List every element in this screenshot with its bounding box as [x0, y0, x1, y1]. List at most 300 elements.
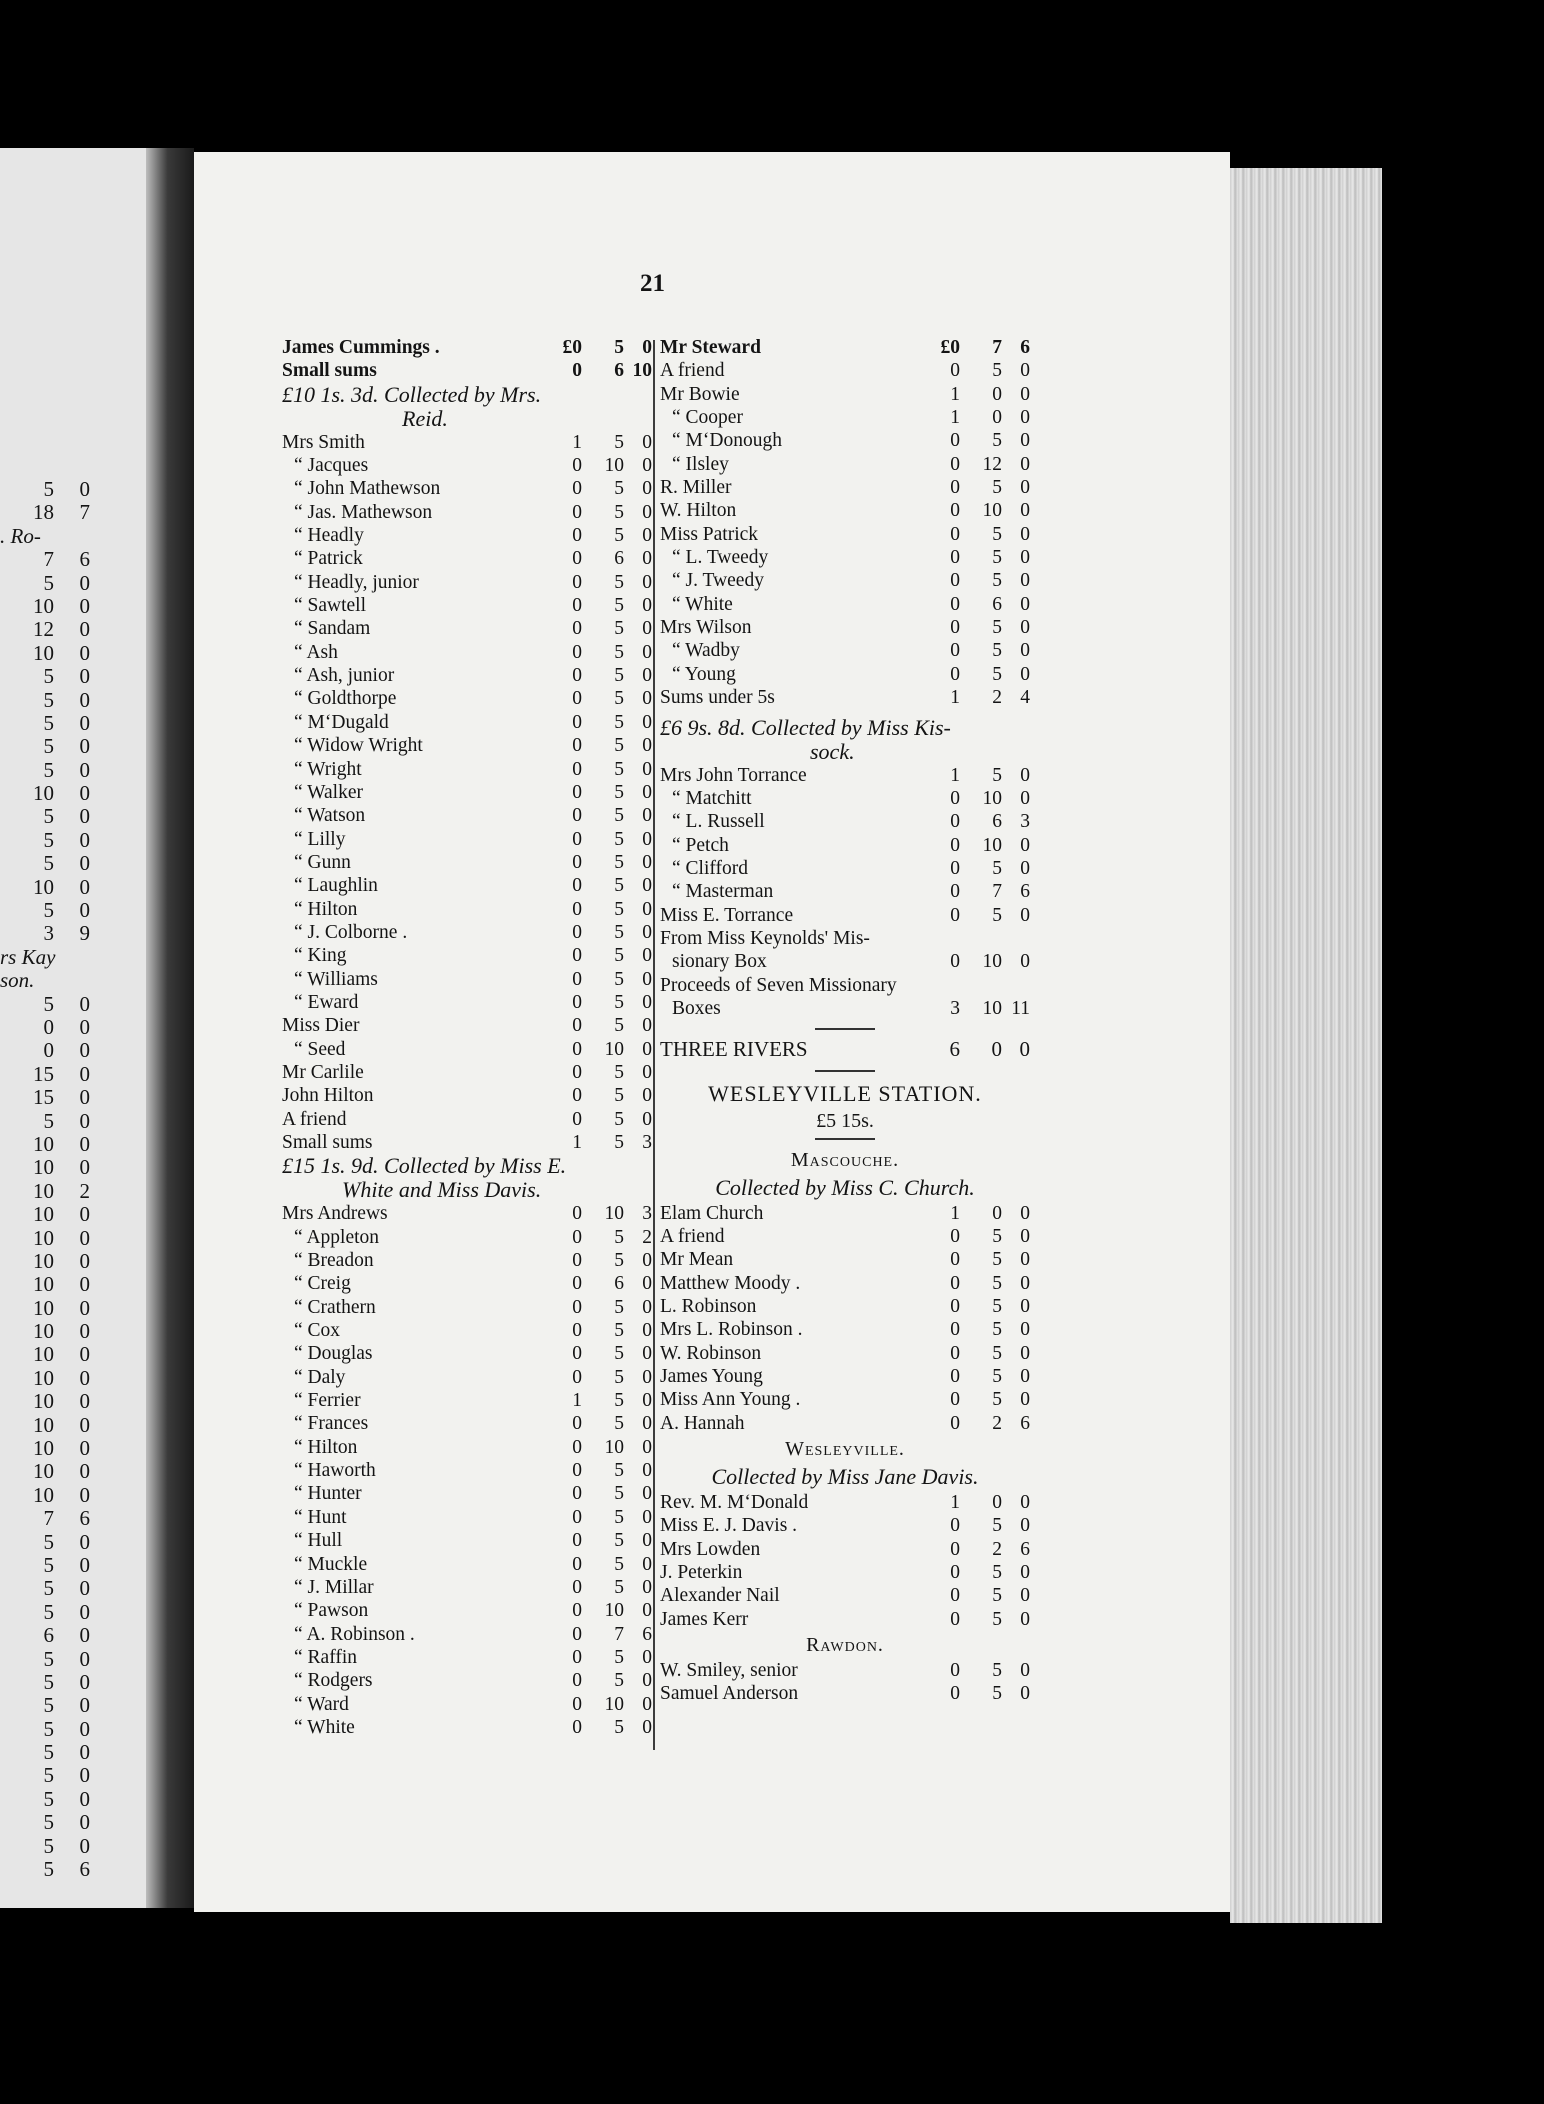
entry-row [282, 1226, 652, 1249]
pence: 0 [79, 1295, 90, 1320]
shillings: 5 [992, 477, 1002, 499]
entry-name: “ Haworth [294, 1460, 376, 1482]
entry-row [660, 857, 1030, 880]
left-fragment-row [0, 1718, 146, 1741]
shillings: 2 [992, 1538, 1002, 1560]
entry-row [282, 1482, 652, 1505]
pence: 0 [642, 1483, 652, 1505]
shillings: 5 [992, 640, 1002, 662]
pence: 0 [1020, 1366, 1030, 1388]
pounds: 0 [572, 851, 582, 873]
shillings: 5 [43, 1576, 54, 1601]
entry-row [282, 594, 652, 617]
pence: 0 [642, 1716, 652, 1738]
shillings: 6 [614, 1273, 624, 1295]
pence: 0 [79, 1108, 90, 1133]
shillings: 5 [614, 851, 624, 873]
left-fragment-row [0, 1601, 146, 1624]
pounds: 0 [572, 548, 582, 570]
pence: 0 [642, 1061, 652, 1083]
pounds: 0 [950, 617, 960, 639]
pence: 0 [642, 711, 652, 733]
pence: 10 [632, 360, 652, 382]
shillings: 5 [43, 570, 54, 595]
shillings: 10 [33, 1272, 54, 1297]
shillings: 10 [33, 640, 54, 665]
pence: 4 [1020, 687, 1030, 709]
pence: 0 [1020, 407, 1030, 429]
entry-name: “ Williams [294, 968, 378, 990]
pence: 0 [642, 1015, 652, 1037]
section-rule [815, 1138, 875, 1140]
pence: 0 [1020, 1562, 1030, 1584]
entry-name: W. Robinson [660, 1342, 762, 1364]
pounds: 0 [572, 501, 582, 523]
shillings: 10 [604, 1203, 624, 1225]
pence: 0 [642, 1250, 652, 1272]
pounds: 0 [572, 525, 582, 547]
pounds: 0 [572, 618, 582, 640]
shillings: 5 [614, 431, 624, 453]
pounds: 0 [950, 951, 960, 973]
entry-name: John Hilton [282, 1085, 374, 1107]
pounds: 0 [950, 1342, 960, 1364]
shillings: 5 [614, 337, 624, 358]
shillings: 5 [43, 477, 54, 501]
entry-name: Miss E. J. Davis . [660, 1515, 798, 1537]
shillings: 10 [33, 1295, 54, 1320]
entry-row [282, 711, 652, 734]
shillings: 5 [992, 1585, 1002, 1607]
pence: 0 [642, 758, 652, 780]
pence: 0 [79, 1763, 90, 1788]
entry-name: Alexander Nail [660, 1585, 780, 1607]
entry-name: L. Robinson [660, 1296, 757, 1317]
shillings: 5 [43, 664, 54, 689]
entry-name: “ Pawson [294, 1600, 369, 1622]
shillings: 10 [982, 997, 1002, 1019]
pence: 0 [79, 1786, 90, 1811]
entry-row [660, 1248, 1030, 1271]
entry-name: “ J. Millar [294, 1576, 374, 1598]
left-fragment-row [0, 1227, 146, 1250]
left-fragment-row [0, 876, 146, 899]
shillings: 5 [992, 904, 1002, 926]
entry-name: “ Watson [294, 805, 366, 827]
pounds: 0 [572, 1108, 582, 1130]
entry-name: A. Hannah [660, 1412, 745, 1434]
entry-name: Mrs John Torrance [660, 764, 807, 786]
pence: 0 [79, 617, 90, 642]
pence: 0 [642, 1085, 652, 1107]
shillings: 10 [982, 834, 1002, 856]
shillings: 10 [33, 874, 54, 899]
entry-name: Mrs Smith [282, 431, 365, 453]
shillings: 7 [614, 1623, 624, 1645]
shillings: 5 [992, 1296, 1002, 1317]
shillings: 5 [992, 1660, 1002, 1682]
left-fragment-row [0, 1203, 146, 1226]
pence: 0 [642, 875, 652, 897]
pence: 0 [79, 1412, 90, 1437]
shillings: 7 [43, 547, 54, 572]
pounds: 0 [572, 1413, 582, 1435]
shillings: 15 [33, 1061, 54, 1086]
pounds: 0 [950, 523, 960, 545]
shillings: 18 [33, 500, 54, 525]
entry-row [282, 1014, 652, 1037]
left-fragment-row [0, 1858, 146, 1881]
pence: 0 [1020, 1389, 1030, 1411]
pence: 0 [1020, 834, 1030, 856]
pounds: 0 [950, 1296, 960, 1317]
entry-row [282, 641, 652, 664]
pence: 0 [79, 991, 90, 1016]
shillings: 5 [614, 1226, 624, 1248]
pence: 0 [642, 665, 652, 687]
entry-row [660, 1295, 1030, 1318]
column-divider [653, 340, 655, 1750]
entry-name: Miss E. Torrance [660, 904, 794, 926]
entry-name: “ John Mathewson [294, 478, 441, 500]
collection-header: Collected by Miss Jane Davis. [711, 1464, 979, 1490]
shillings: 5 [43, 1599, 54, 1624]
shillings: 5 [992, 570, 1002, 592]
shillings: 5 [614, 828, 624, 850]
shillings: 5 [614, 1716, 624, 1738]
entry-row [660, 406, 1030, 429]
pounds: 0 [950, 593, 960, 615]
entry-name: “ Breadon [294, 1250, 374, 1272]
entry-name: Small sums [282, 360, 377, 382]
shillings: 10 [604, 1436, 624, 1458]
shillings: 6 [992, 811, 1002, 833]
entry-row [660, 1202, 1030, 1225]
entry-name: “ Ward [294, 1693, 349, 1715]
three-rivers-entry [660, 1038, 1030, 1061]
left-fragment-row [0, 712, 146, 735]
left-fragment-row [0, 1297, 146, 1320]
entry-name: Mr Steward [660, 337, 761, 358]
shillings: 10 [33, 1459, 54, 1484]
shillings: 2 [992, 687, 1002, 709]
pence: 0 [642, 478, 652, 500]
left-fragment-row [0, 1320, 146, 1343]
shillings: 7 [992, 337, 1002, 358]
shillings: 5 [614, 1250, 624, 1272]
shillings: 10 [33, 1482, 54, 1507]
pounds: 0 [950, 360, 960, 382]
left-fragment-row [0, 1437, 146, 1460]
shillings: 5 [43, 1857, 54, 1882]
entry-row [660, 1412, 1030, 1435]
entry-name: “ M‘Dugald [294, 711, 389, 733]
pence: 0 [1020, 1342, 1030, 1364]
left-fragment-row [0, 1156, 146, 1179]
entry-name: “ L. Russell [672, 811, 765, 833]
pence: 0 [642, 641, 652, 663]
pence: 0 [1020, 430, 1030, 452]
entry-name: “ M‘Donough [672, 430, 782, 452]
pounds: 0 [572, 1576, 582, 1598]
left-fragment-row [0, 1063, 146, 1086]
pence: 0 [642, 1530, 652, 1552]
pence: 3 [1020, 811, 1030, 833]
entry-row [282, 664, 652, 687]
left-fragment-row [0, 922, 146, 945]
shillings: 5 [614, 1343, 624, 1365]
pence: 0 [1020, 593, 1030, 615]
pence: 0 [79, 1085, 90, 1110]
pence: 0 [642, 805, 652, 827]
pence: 0 [1020, 1515, 1030, 1537]
shillings: 5 [43, 734, 54, 759]
left-fragment-text: . Ro- [0, 523, 41, 548]
pounds: 0 [572, 1623, 582, 1645]
pence: 0 [642, 851, 652, 873]
entry-row [660, 523, 1030, 546]
entry-name: “ J. Tweedy [672, 570, 764, 592]
entry-row [282, 454, 652, 477]
shillings: 5 [614, 665, 624, 687]
station-total: £5 15s. [816, 1109, 874, 1132]
entry-name: “ Young [672, 663, 736, 685]
shillings: 10 [33, 1319, 54, 1344]
pence: 2 [79, 1178, 90, 1203]
left-fragment-row [0, 642, 146, 665]
entry-name: Mrs Andrews [282, 1203, 388, 1225]
pence: 0 [1020, 640, 1030, 662]
entry-name: “ Goldthorpe [294, 688, 397, 710]
collection-line-1: £10 1s. 3d. Collected by Mrs. [282, 381, 542, 407]
left-fragment-row [0, 946, 146, 969]
pence: 0 [1020, 523, 1030, 545]
pence: 0 [79, 1272, 90, 1297]
entry-row [282, 1366, 652, 1389]
shillings: 10 [604, 1693, 624, 1715]
entry-row [660, 1342, 1030, 1365]
pence: 0 [79, 1459, 90, 1484]
pounds: 3 [950, 997, 960, 1019]
pounds: 0 [572, 665, 582, 687]
shillings: 5 [43, 898, 54, 923]
entry-row [660, 1514, 1030, 1537]
shillings: 5 [43, 1646, 54, 1671]
entry-row [282, 571, 652, 594]
entry-name: “ Laughlin [294, 875, 378, 897]
entry-row [282, 1272, 652, 1295]
pounds: 0 [572, 1366, 582, 1388]
entry-name: “ Sandam [294, 618, 371, 640]
entry-name: “ Headly, junior [294, 571, 419, 593]
entry-row [282, 1342, 652, 1365]
pounds: 0 [950, 1389, 960, 1411]
shillings: 0 [992, 407, 1002, 429]
shillings: 5 [992, 1342, 1002, 1364]
pence: 0 [642, 945, 652, 967]
shillings: 0 [992, 1202, 1002, 1224]
left-fragment-row [0, 1250, 146, 1273]
entry-row [660, 476, 1030, 499]
left-fragment-row [0, 805, 146, 828]
shillings: 10 [33, 1225, 54, 1250]
pence: 0 [1020, 1202, 1030, 1224]
pence: 0 [642, 337, 652, 358]
entry-row [282, 1108, 652, 1131]
shillings: 5 [992, 1319, 1002, 1341]
shillings: 0 [992, 383, 1002, 405]
shillings: 5 [992, 1683, 1002, 1705]
entry-row [660, 639, 1030, 662]
pounds: 0 [572, 1250, 582, 1272]
pounds: 0 [572, 1436, 582, 1458]
shillings: 5 [992, 1366, 1002, 1388]
pence: 0 [642, 595, 652, 617]
left-fragment-row [0, 759, 146, 782]
shillings: 5 [614, 921, 624, 943]
entry-row [660, 1682, 1030, 1705]
shillings: 5 [43, 1552, 54, 1577]
entry-name: THREE RIVERS [660, 1037, 808, 1062]
pence: 0 [1020, 453, 1030, 475]
pounds: 0 [572, 1226, 582, 1248]
entry-row [282, 1529, 652, 1552]
pounds: 0 [572, 1600, 582, 1622]
left-page-amounts [0, 478, 146, 1881]
entry-name: Boxes [672, 997, 721, 1019]
pence: 0 [642, 501, 652, 523]
pence: 3 [642, 1203, 652, 1225]
entry-name: R. Miller [660, 477, 732, 499]
shillings: 5 [992, 547, 1002, 569]
shillings: 5 [43, 1786, 54, 1811]
shillings: 5 [992, 1389, 1002, 1411]
pounds: 0 [950, 1319, 960, 1341]
shillings: 5 [614, 758, 624, 780]
shillings: 10 [604, 1600, 624, 1622]
entry-name: “ Walker [294, 781, 363, 803]
shillings: 5 [992, 1225, 1002, 1247]
left-fragment-row [0, 665, 146, 688]
left-fragment-row [0, 1741, 146, 1764]
pounds: 0 [950, 1225, 960, 1247]
entry-name: “ Appleton [294, 1226, 380, 1248]
left-fragment-row [0, 1554, 146, 1577]
left-fragment-row [0, 1110, 146, 1133]
left-fragment-row [0, 1764, 146, 1787]
pence: 0 [79, 1716, 90, 1741]
entry-name: “ Patrick [294, 548, 363, 570]
entry-row [282, 944, 652, 967]
entry-row [660, 834, 1030, 857]
left-fragment-row [0, 1577, 146, 1600]
pounds: 0 [572, 1670, 582, 1692]
entry-name: “ Muckle [294, 1553, 368, 1575]
collection-line-1: £6 9s. 8d. Collected by Miss Kis- [660, 714, 951, 740]
entry-row [282, 1038, 652, 1061]
shillings: 5 [992, 617, 1002, 639]
collection-line-1: £15 1s. 9d. Collected by Miss E. [282, 1153, 567, 1179]
shillings: 5 [614, 805, 624, 827]
entry-row [282, 501, 652, 524]
pounds: 0 [572, 1320, 582, 1342]
pence: 0 [1020, 1272, 1030, 1294]
entry-row [660, 616, 1030, 639]
pence: 0 [79, 1202, 90, 1227]
pence: 0 [642, 1553, 652, 1575]
pounds: 0 [950, 904, 960, 926]
left-fragment-row [0, 1367, 146, 1390]
pence: 0 [1020, 1249, 1030, 1271]
shillings: 5 [614, 1460, 624, 1482]
shillings: 5 [992, 1515, 1002, 1537]
pence: 0 [79, 1552, 90, 1577]
entry-name: “ Ilsley [672, 453, 729, 475]
shillings: 5 [992, 1562, 1002, 1584]
pounds: 0 [572, 1296, 582, 1318]
pounds: 0 [572, 1483, 582, 1505]
entry-name: “ Frances [294, 1413, 369, 1435]
pounds: 0 [572, 781, 582, 803]
pence: 0 [79, 898, 90, 923]
shillings: 5 [43, 827, 54, 852]
entry-row [660, 383, 1030, 406]
shillings: 5 [614, 595, 624, 617]
shillings: 5 [614, 875, 624, 897]
entry-name: Matthew Moody . [660, 1272, 801, 1294]
pence: 0 [1020, 663, 1030, 685]
pence: 0 [1020, 951, 1030, 973]
entry-row [282, 431, 652, 454]
pence: 0 [642, 1413, 652, 1435]
left-fragment-row [0, 548, 146, 571]
pence: 0 [1020, 1225, 1030, 1247]
pounds: 0 [572, 805, 582, 827]
proceeds-entry [660, 974, 1030, 1021]
entry-name: “ Crathern [294, 1296, 376, 1318]
shillings: 6 [614, 548, 624, 570]
pence: 0 [642, 1576, 652, 1598]
entry-name: “ Daly [294, 1366, 346, 1388]
pounds: 0 [572, 360, 582, 382]
entry-name: “ Cox [294, 1320, 341, 1342]
entry-name: “ Cooper [672, 407, 743, 429]
pounds: 0 [572, 1038, 582, 1060]
section-title-rawdon: Rawdon. [806, 1634, 884, 1657]
pounds: 0 [572, 898, 582, 920]
pence: 0 [79, 1646, 90, 1671]
section-rule [815, 1070, 875, 1072]
left-fragment-row [0, 1133, 146, 1156]
left-fragment-row [0, 1811, 146, 1834]
pounds: 1 [572, 1390, 582, 1412]
pounds: 1 [572, 431, 582, 453]
pence: 0 [642, 921, 652, 943]
pounds: 0 [950, 1660, 960, 1682]
entry-row [660, 569, 1030, 592]
entry-name: Miss Ann Young . [660, 1389, 801, 1411]
pence: 0 [79, 1225, 90, 1250]
entry-name: Samuel Anderson [660, 1683, 799, 1705]
entry-row [660, 1225, 1030, 1248]
entry-row [660, 1659, 1030, 1682]
shillings: 5 [614, 1506, 624, 1528]
shillings: 5 [614, 1530, 624, 1552]
left-fragment-row [0, 689, 146, 712]
left-fragment-row [0, 1343, 146, 1366]
pounds: 0 [950, 430, 960, 452]
collection-header [660, 716, 1030, 764]
